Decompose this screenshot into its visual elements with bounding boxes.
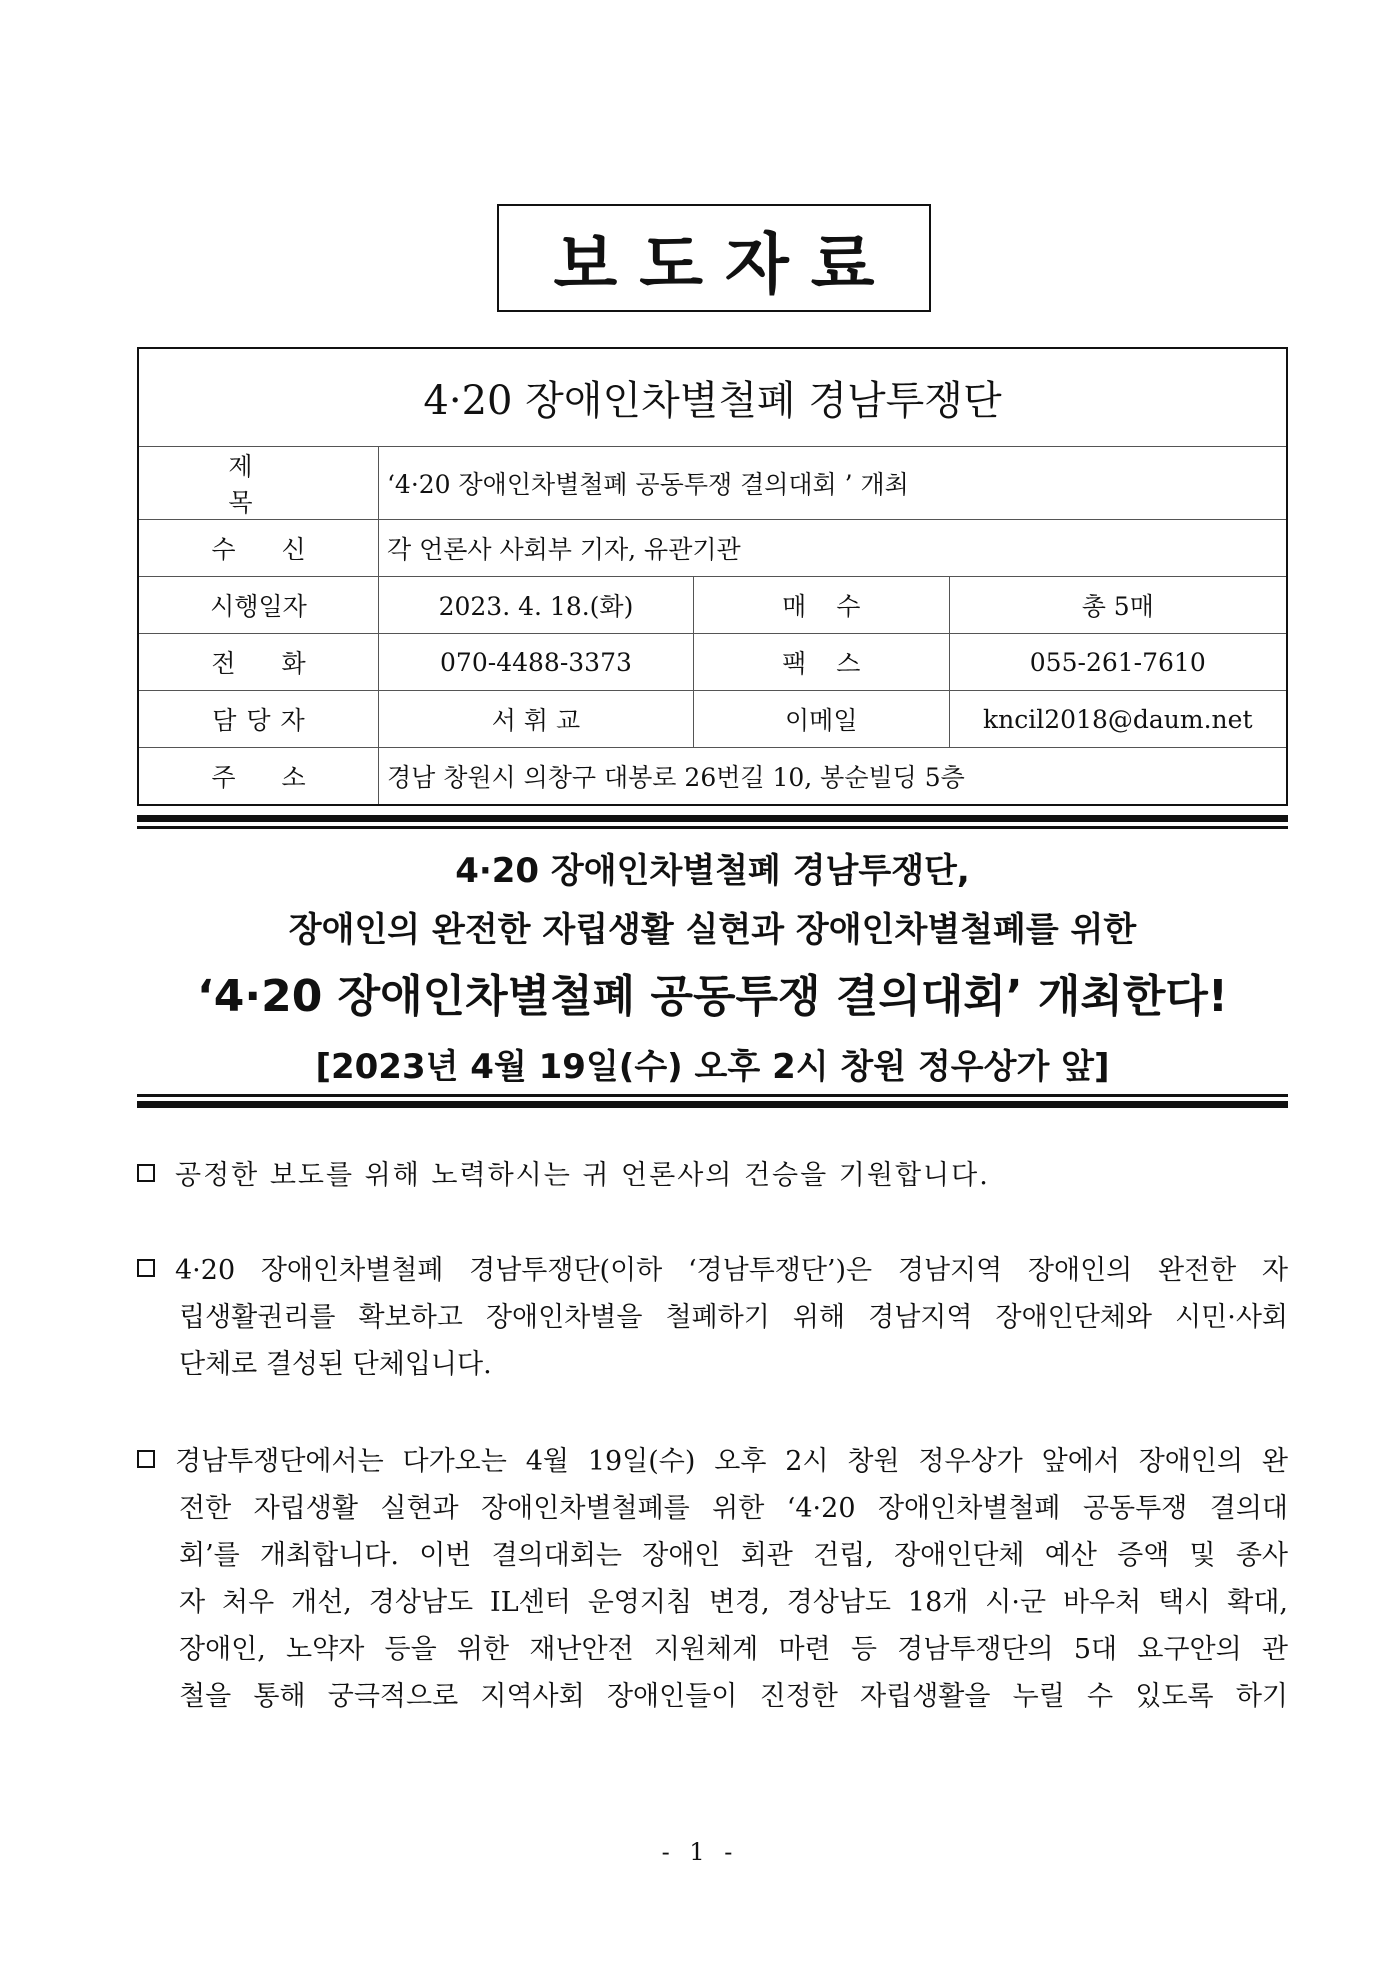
phone-value: 070-4488-3373 bbox=[378, 634, 693, 691]
org-row bbox=[138, 348, 1287, 447]
bottom-thin-rule bbox=[137, 1094, 1288, 1097]
paragraph-3-line-4: 자 처우 개선, 경상남도 IL센터 운영지침 변경, 경상남도 18개 시·군 바우처 택시 확대, bbox=[179, 1587, 1288, 1618]
paragraph-2-line-3: 단체로 결성된 단체입니다. bbox=[179, 1349, 492, 1380]
headline-line-4: [2023년 4월 19일(수) 오후 2시 창원 정우상가 앞] bbox=[315, 1047, 1110, 1087]
top-thin-rule bbox=[137, 826, 1288, 829]
headline-line-2: 장애인의 완전한 자립생활 실현과 장애인차별철폐를 위한 bbox=[288, 910, 1137, 950]
info-table bbox=[137, 347, 1288, 806]
recipient-label: 수신 bbox=[211, 535, 352, 564]
paragraph-2-line-2: 립생활권리를 확보하고 장애인차별을 철폐하기 위해 경남지역 장애인단체와 시민·사회 bbox=[179, 1302, 1288, 1333]
recipient-value: 각 언론사 사회부 기자, 유관기관 bbox=[378, 520, 1287, 577]
subject-value: ‘4·20 장애인차별철폐 공동투쟁 결의대회 ’ 개최 bbox=[378, 447, 1287, 520]
org-name: 4·20 장애인차별철폐 경남투쟁단 bbox=[138, 348, 1287, 447]
email-value: kncil2018@daum.net bbox=[949, 691, 1287, 748]
date-value: 2023. 4. 18.(화) bbox=[378, 577, 693, 634]
checkbox-bullet-icon bbox=[137, 1259, 155, 1277]
headline-line-1: 4·20 장애인차별철폐 경남투쟁단, bbox=[455, 851, 970, 891]
pages-value: 총 5매 bbox=[949, 577, 1287, 634]
fax-label: 팩스 bbox=[782, 649, 891, 678]
contact-label: 담당자 bbox=[212, 706, 315, 735]
date-row bbox=[138, 577, 1287, 634]
paragraph-1 bbox=[137, 1152, 1288, 1199]
top-thick-rule bbox=[137, 815, 1288, 822]
page-number: - 1 - bbox=[661, 1838, 739, 1866]
checkbox-bullet-icon bbox=[137, 1450, 155, 1468]
paragraph-3-line-2: 전한 자립생활 실현과 장애인차별철폐를 위한 ‘4·20 장애인차별철폐 공동투쟁 결의대 bbox=[179, 1493, 1288, 1524]
pages-label: 매수 bbox=[782, 592, 891, 621]
paragraph-3-line-1: 경남투쟁단에서는 다가오는 4월 19일(수) 오후 2시 창원 정우상가 앞에서 장애인의 완 bbox=[175, 1446, 1288, 1477]
paragraph-3 bbox=[137, 1438, 1288, 1720]
address-row bbox=[138, 748, 1287, 806]
recipient-row bbox=[138, 520, 1287, 577]
phone-label: 전화 bbox=[211, 649, 352, 678]
paragraph-3-line-3: 회’를 개최합니다. 이번 결의대회는 장애인 회관 건립, 장애인단체 예산 증액 및 종사 bbox=[179, 1540, 1288, 1571]
subject-label: 제목 bbox=[228, 452, 299, 517]
date-label: 시행일자 bbox=[138, 577, 378, 634]
subject-row bbox=[138, 447, 1287, 520]
headline-line-3: ‘4·20 장애인차별철폐 공동투쟁 결의대회’ 개최한다! bbox=[197, 971, 1228, 1022]
paragraph-1-text: 공정한 보도를 위해 노력하시는 귀 언론사의 건승을 기원합니다. bbox=[175, 1160, 990, 1191]
paragraph-2 bbox=[137, 1247, 1288, 1388]
address-label: 주소 bbox=[211, 763, 352, 792]
bottom-thick-rule bbox=[137, 1101, 1288, 1108]
paragraph-2-line-1: 4·20 장애인차별철폐 경남투쟁단(이하 ‘경남투쟁단’)은 경남지역 장애인의 완전한 자 bbox=[175, 1255, 1288, 1286]
email-label: 이메일 bbox=[693, 691, 949, 748]
paragraph-3-line-5: 장애인, 노약자 등을 위한 재난안전 지원체계 마련 등 경남투쟁단의 5대 요구안의 관 bbox=[179, 1634, 1288, 1665]
paragraph-3-line-6: 철을 통해 궁극적으로 지역사회 장애인들이 진정한 자립생활을 누릴 수 있도록 하기 bbox=[179, 1681, 1288, 1712]
checkbox-bullet-icon bbox=[137, 1164, 155, 1182]
document-title: 보도자료 bbox=[497, 204, 931, 312]
phone-row bbox=[138, 634, 1287, 691]
address-value: 경남 창원시 의창구 대봉로 26번길 10, 봉순빌딩 5층 bbox=[378, 748, 1287, 806]
contact-value: 서 휘 교 bbox=[378, 691, 693, 748]
fax-value: 055-261-7610 bbox=[949, 634, 1287, 691]
contact-row bbox=[138, 691, 1287, 748]
